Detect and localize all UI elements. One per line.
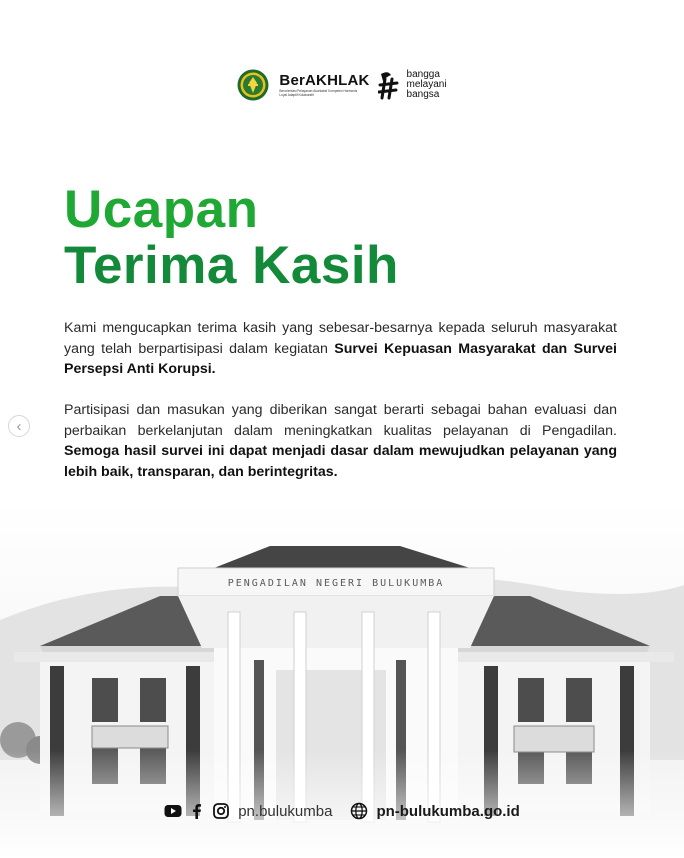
hashtag-mark-icon bbox=[378, 70, 400, 100]
page-title bbox=[64, 182, 399, 294]
footer-contact bbox=[0, 798, 684, 824]
tagline-line: melayani bbox=[406, 79, 447, 90]
berakhlak-title: BerAKHLAK bbox=[279, 72, 370, 89]
court-emblem-icon bbox=[237, 69, 269, 101]
website-link[interactable]: pn-bulukumba.go.id bbox=[376, 802, 520, 820]
building-sign: PENGADILAN NEGERI BULUKUMBA bbox=[227, 578, 445, 589]
carousel-prev-button[interactable] bbox=[8, 415, 30, 437]
paragraph-1 bbox=[64, 318, 617, 380]
paragraph-text: Kami mengucapkan terima kasih yang sebesar-besarnya kepada seluruh masyarakat yang telah berpartisipasi dalam kegiatan bbox=[64, 320, 617, 357]
youtube-icon[interactable] bbox=[164, 802, 182, 820]
title-line-2: Terima Kasih bbox=[64, 236, 399, 295]
chevron-left-icon: ‹ bbox=[16, 417, 22, 435]
globe-icon bbox=[350, 802, 368, 820]
tagline-line: bangsa bbox=[406, 89, 440, 100]
paragraph-text: Partisipasi dan masukan yang diberikan sangat berarti sebagai bahan evaluasi dan perbaikan berkelanjutan dalam meningkatkan kualitas pelayanan di Pengadilan. bbox=[64, 402, 617, 439]
tagline bbox=[407, 70, 447, 100]
title-line-1: Ucapan bbox=[64, 180, 259, 239]
tagline-line: bangga bbox=[406, 69, 440, 80]
instagram-icon[interactable] bbox=[212, 802, 230, 820]
berakhlak-logo bbox=[279, 73, 369, 97]
paragraph-2 bbox=[64, 400, 617, 482]
social-handle: pn.bulukumba bbox=[238, 802, 333, 820]
berakhlak-subtitle: Berorientasi Pelayanan Akuntabel Kompeten Harmonis Loyal Adaptif Kolaboratif bbox=[279, 89, 358, 97]
facebook-icon[interactable] bbox=[188, 802, 206, 820]
header-logos bbox=[0, 64, 684, 106]
paragraph-bold: Semoga hasil survei ini dapat menjadi dasar dalam mewujudkan pelayanan yang lebih baik, transparan, dan berintegritas. bbox=[64, 443, 617, 480]
paragraph-bold: Survei Kepuasan Masyarakat dan Survei Persepsi Anti Korupsi. bbox=[64, 340, 617, 377]
